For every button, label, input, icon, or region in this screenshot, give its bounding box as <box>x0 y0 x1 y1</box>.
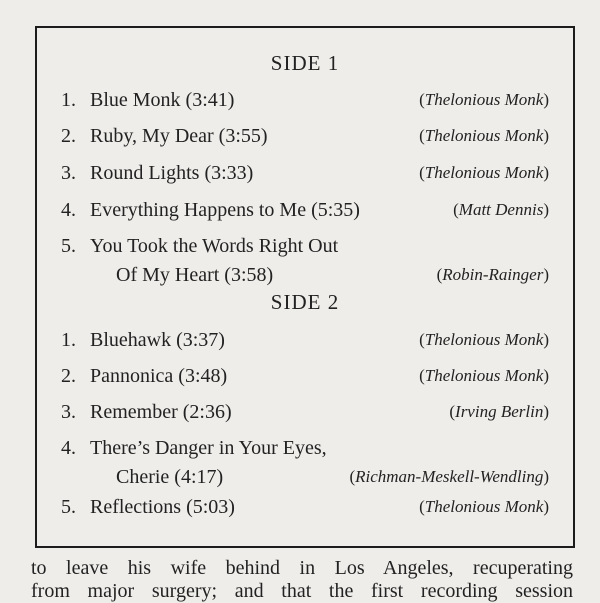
text-line: to leave his wife behind in Los Angeles, recuperating <box>31 557 573 579</box>
track-number: 4. <box>61 199 76 221</box>
track-composer: (Richman-Meskell-Wendling) <box>349 467 549 486</box>
track-title: Bluehawk (3:37) <box>90 329 225 351</box>
track-composer: (Thelonious Monk) <box>419 497 549 516</box>
track-composer: (Thelonious Monk) <box>419 126 549 145</box>
track-composer: (Matt Dennis) <box>453 200 549 219</box>
side-1-heading: SIDE 1 <box>270 51 340 75</box>
text-line: from major surgery; and that the first recording session <box>31 580 573 602</box>
liner-notes-text <box>31 557 573 603</box>
track-number: 5. <box>61 235 76 257</box>
track-composer: (Robin-Rainger) <box>436 265 549 284</box>
track-title-line2: Of My Heart (3:58) <box>116 264 274 286</box>
track-title: Everything Happens to Me (5:35) <box>90 199 360 221</box>
track-composer: (Thelonious Monk) <box>419 330 549 349</box>
track-number: 3. <box>61 162 76 184</box>
track-title: Pannonica (3:48) <box>90 365 228 387</box>
track-title: Remember (2:36) <box>90 401 232 423</box>
track-title: There’s Danger in Your Eyes, <box>90 437 327 459</box>
track-number: 1. <box>61 89 76 111</box>
track-number: 2. <box>61 365 76 387</box>
track-number: 2. <box>61 125 76 147</box>
track-title-line2: Cherie (4:17) <box>116 466 224 488</box>
track-composer: (Irving Berlin) <box>449 402 549 421</box>
track-composer: (Thelonious Monk) <box>419 366 549 385</box>
track-title: Reflections (5:03) <box>90 496 235 518</box>
track-number: 3. <box>61 401 76 423</box>
track-title: Round Lights (3:33) <box>90 162 254 184</box>
track-title: Ruby, My Dear (3:55) <box>90 125 268 147</box>
tracklist-box <box>35 26 575 548</box>
track-number: 1. <box>61 329 76 351</box>
track-title: You Took the Words Right Out <box>90 235 339 257</box>
side-2-heading: SIDE 2 <box>270 290 340 314</box>
track-number: 4. <box>61 437 76 459</box>
track-title: Blue Monk (3:41) <box>90 89 235 111</box>
track-number: 5. <box>61 496 76 518</box>
track-composer: (Thelonious Monk) <box>419 163 549 182</box>
track-composer: (Thelonious Monk) <box>419 90 549 109</box>
